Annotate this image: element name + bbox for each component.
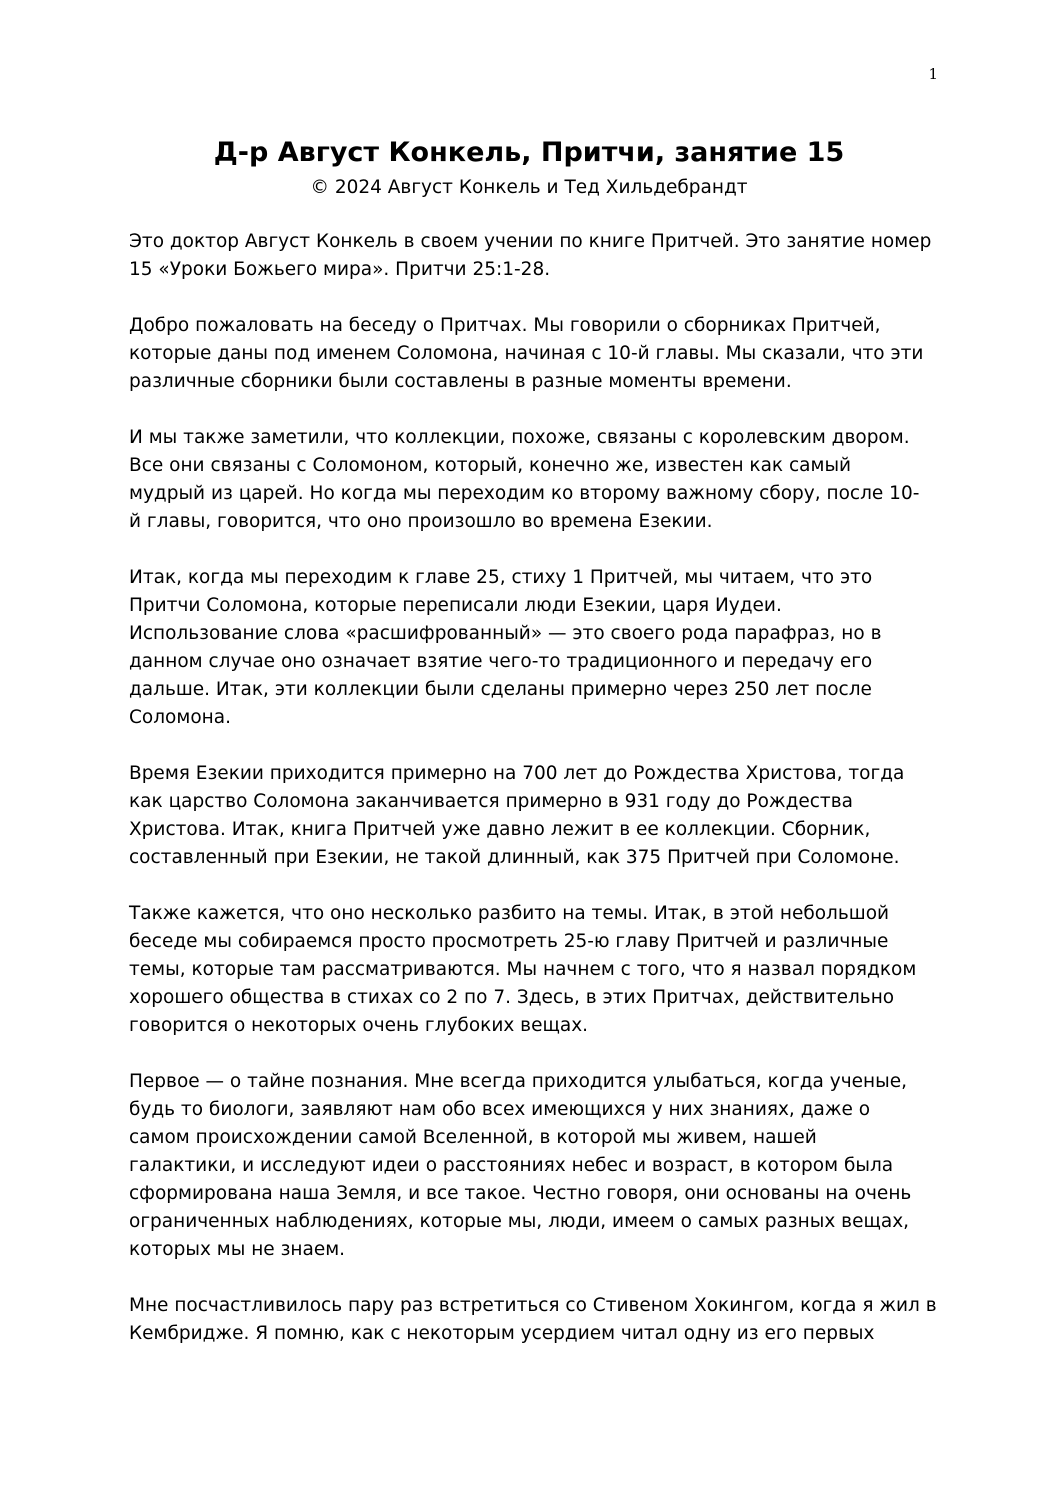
text-line: галактики, и исследуют идеи о расстояниях небес и возраст, в котором была	[129, 1155, 894, 1176]
text-line: И мы также заметили, что коллекции, похоже, связаны с королевским двором.	[129, 427, 910, 448]
text-line: хорошего общества в стихах со 2 по 7. Здесь, в этих Притчах, действительно	[129, 987, 895, 1008]
text-line: Христова. Итак, книга Притчей уже давно лежит в ее коллекции. Сборник,	[129, 819, 871, 840]
text-line: которых мы не знаем.	[129, 1239, 346, 1260]
text-line: Добро пожаловать на беседу о Притчах. Мы говорили о сборниках Притчей,	[129, 315, 881, 336]
text-line: 15 «Уроки Божьего мира». Притчи 25:1-28.	[129, 259, 551, 280]
paragraph-3	[129, 424, 941, 536]
text-line: мудрый из царей. Но когда мы переходим ко второму важному сбору, после 10-	[129, 483, 920, 504]
text-line: самом происхождении самой Вселенной, в которой мы живем, нашей	[129, 1127, 817, 1148]
text-line: Итак, когда мы переходим к главе 25, стиху 1 Притчей, мы читаем, что это	[129, 567, 873, 588]
text-line: Все они связаны с Соломоном, который, конечно же, известен как самый	[129, 455, 852, 476]
text-line: Использование слова «расшифрованный» — это своего рода парафраз, но в	[129, 623, 882, 644]
text-line: будь то биологи, заявляют нам обо всех имеющихся у них знаниях, даже о	[129, 1099, 871, 1120]
copyright-line: © 2024 Август Конкель и Тед Хильдебрандт	[310, 177, 748, 198]
text-line: сформирована наша Земля, и все такое. Честно говоря, они основаны на очень	[129, 1183, 912, 1204]
text-line: й главы, говорится, что оно произошло во времена Езекии.	[129, 511, 713, 532]
text-line: данном случае оно означает взятие чего-то традиционного и передачу его	[129, 651, 873, 672]
document-title: Д-р Август Конкель, Притчи, занятие 15	[213, 137, 845, 168]
text-line: Также кажется, что оно несколько разбито на темы. Итак, в этой небольшой	[129, 903, 890, 924]
text-line: темы, которые там рассматриваются. Мы начнем с того, что я назвал порядком	[129, 959, 917, 980]
paragraph-8	[129, 1292, 941, 1348]
text-line: Это доктор Август Конкель в своем учении по книге Притчей. Это занятие номер	[129, 231, 932, 252]
text-line: дальше. Итак, эти коллекции были сделаны примерно через 250 лет после	[129, 679, 872, 700]
text-line: ограниченных наблюдениях, которые мы, люди, имеем о самых разных вещах,	[129, 1211, 910, 1232]
paragraph-7	[129, 1068, 941, 1264]
page-number: 1	[928, 65, 938, 83]
text-line: Мне посчастливилось пару раз встретиться со Стивеном Хокингом, когда я жил в	[129, 1295, 937, 1316]
paragraph-5	[129, 760, 941, 872]
text-line: которые даны под именем Соломона, начиная с 10-й главы. Мы сказали, что эти	[129, 343, 924, 364]
text-line: Притчи Соломона, которые переписали люди Езекии, царя Иудеи.	[129, 595, 782, 616]
text-line: Соломона.	[129, 707, 231, 728]
paragraph-1	[129, 228, 941, 284]
paragraph-4	[129, 564, 941, 732]
text-line: говорится о некоторых очень глубоких вещах.	[129, 1015, 589, 1036]
text-line: как царство Соломона заканчивается примерно в 931 году до Рождества	[129, 791, 853, 812]
document-body	[129, 228, 941, 1376]
text-line: беседе мы собираемся просто просмотреть 25-ю главу Притчей и различные	[129, 931, 889, 952]
text-line: различные сборники были составлены в разные моменты времени.	[129, 371, 792, 392]
text-line: Первое — о тайне познания. Мне всегда приходится улыбаться, когда ученые,	[129, 1071, 908, 1092]
text-line: Кембридже. Я помню, как с некоторым усердием читал одну из его первых	[129, 1323, 875, 1344]
paragraph-6	[129, 900, 941, 1040]
text-line: Время Езекии приходится примерно на 700 лет до Рождества Христова, тогда	[129, 763, 905, 784]
paragraph-2	[129, 312, 941, 396]
text-line: составленный при Езекии, не такой длинный, как 375 Притчей при Соломоне.	[129, 847, 900, 868]
